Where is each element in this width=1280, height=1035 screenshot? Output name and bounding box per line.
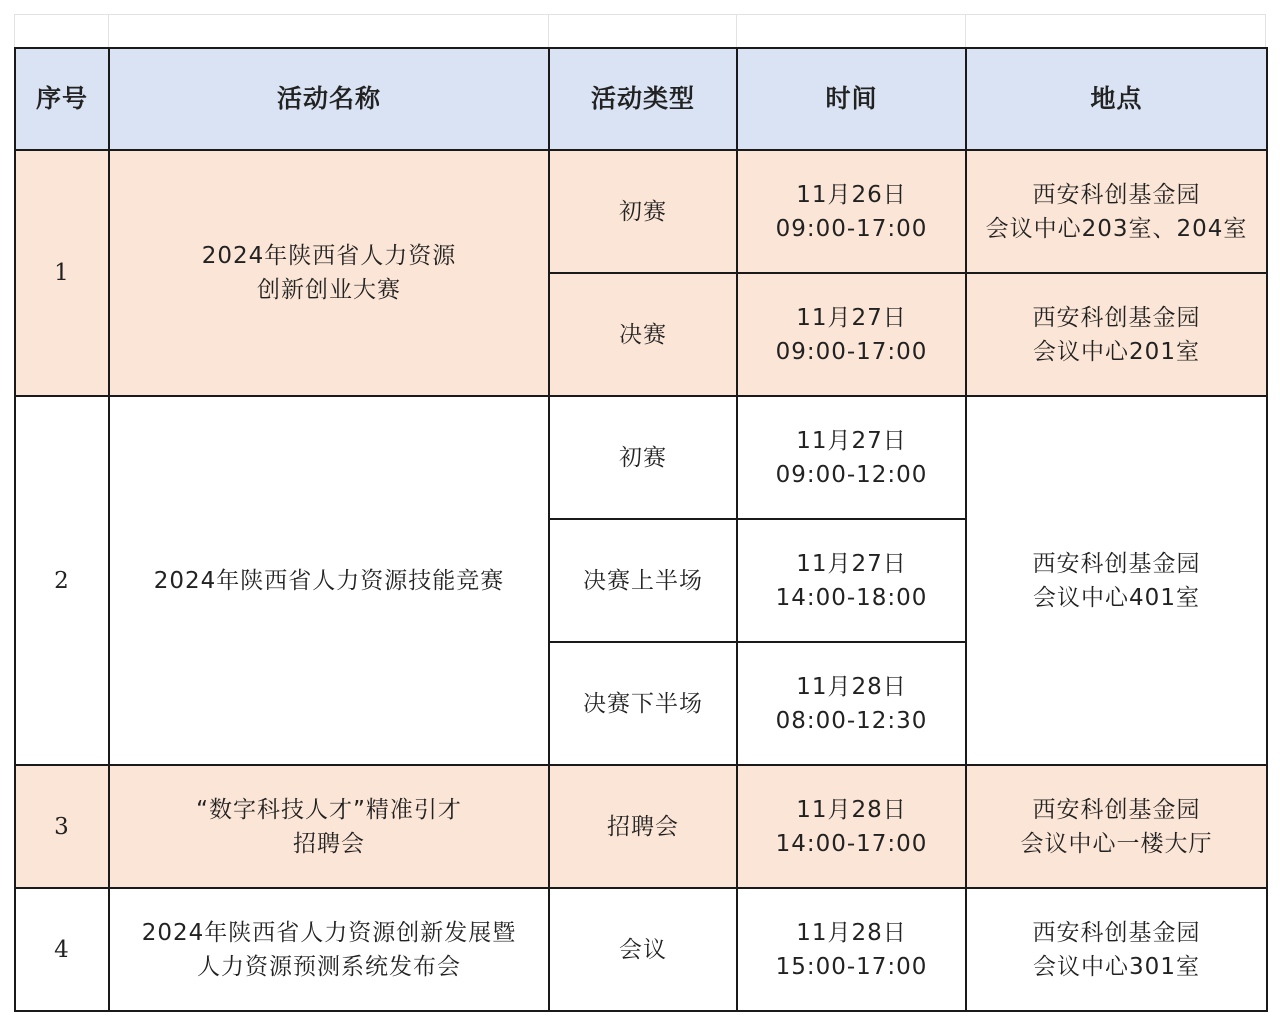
activity-type: 初赛 [549,150,737,273]
row-index: 3 [15,765,109,888]
activity-type: 决赛下半场 [549,642,737,765]
activity-time: 11月27日 14:00-18:00 [737,519,966,642]
header-name: 活动名称 [109,48,549,150]
table-row [15,765,1267,888]
header-row [15,48,1267,150]
activity-type: 初赛 [549,396,737,519]
row-index: 2 [15,396,109,765]
activity-type: 招聘会 [549,765,737,888]
activity-name: 2024年陕西省人力资源 创新创业大赛 [109,150,549,396]
activity-place: 西安科创基金园 会议中心201室 [966,273,1267,396]
activity-type: 决赛上半场 [549,519,737,642]
activity-type: 决赛 [549,273,737,396]
activity-time: 11月28日 15:00-17:00 [737,888,966,1011]
activity-time: 11月28日 08:00-12:30 [737,642,966,765]
spreadsheet-gridlines [14,14,1266,47]
header-place: 地点 [966,48,1267,150]
table-row [15,888,1267,1011]
table-row [15,396,1267,519]
activity-place: 西安科创基金园 会议中心301室 [966,888,1267,1011]
activity-name: 2024年陕西省人力资源技能竞赛 [109,396,549,765]
activity-time: 11月27日 09:00-17:00 [737,273,966,396]
header-time: 时间 [737,48,966,150]
activity-time: 11月26日 09:00-17:00 [737,150,966,273]
activity-place: 西安科创基金园 会议中心一楼大厅 [966,765,1267,888]
header-type: 活动类型 [549,48,737,150]
header-index: 序号 [15,48,109,150]
row-index: 4 [15,888,109,1011]
activity-type: 会议 [549,888,737,1011]
table-row [15,150,1267,273]
activity-name: 2024年陕西省人力资源创新发展暨 人力资源预测系统发布会 [109,888,549,1011]
activity-time: 11月27日 09:00-12:00 [737,396,966,519]
row-index: 1 [15,150,109,396]
activity-schedule-table [14,47,1268,1012]
activity-place: 西安科创基金园 会议中心401室 [966,396,1267,765]
activity-time: 11月28日 14:00-17:00 [737,765,966,888]
activity-name: “数字科技人才”精准引才 招聘会 [109,765,549,888]
activity-place: 西安科创基金园 会议中心203室、204室 [966,150,1267,273]
